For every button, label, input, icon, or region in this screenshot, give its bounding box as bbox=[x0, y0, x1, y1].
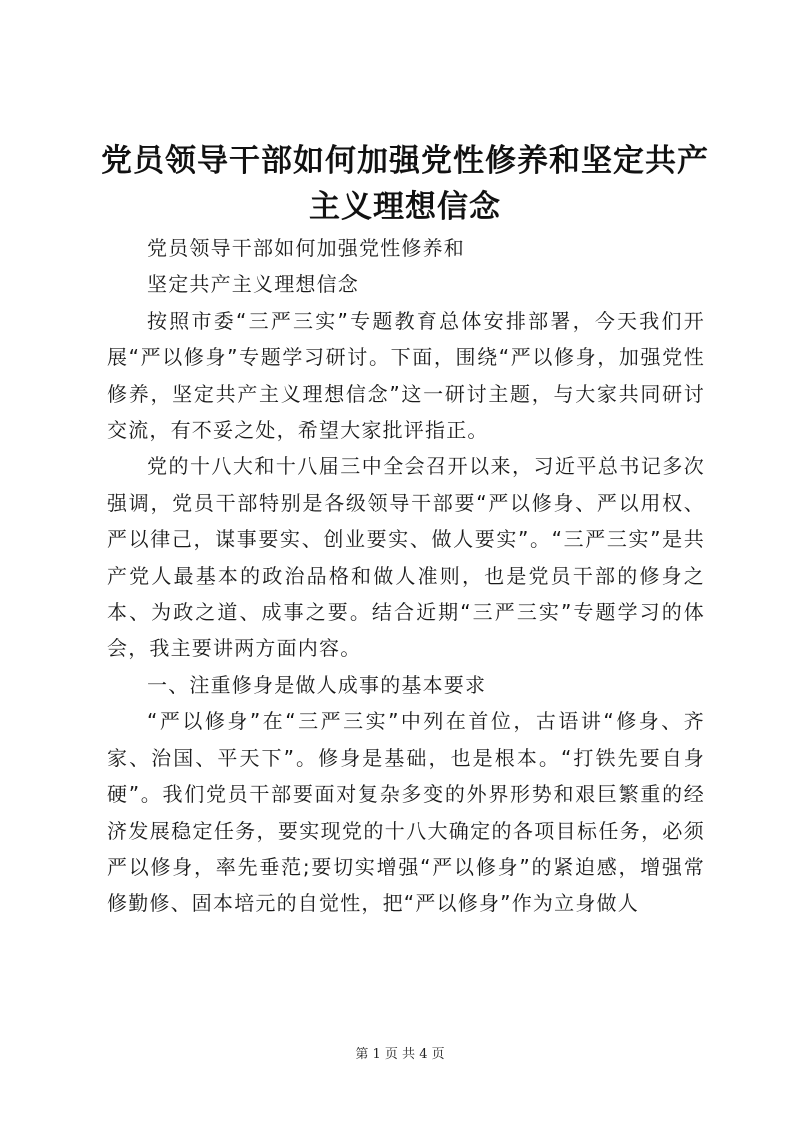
subtitle-line-1: 党员领导干部如何加强党性修养和 bbox=[147, 236, 465, 260]
page-footer: 第 1 页 共 4 页 bbox=[355, 1047, 445, 1062]
document-body bbox=[107, 230, 705, 922]
body-paragraph: “严以修身”在“三严三实”中列在首位，古语讲“修身、齐家、治国、平天下”。修身是基础，也是根本。“打铁先要自身硬”。我们党员干部要面对复杂多变的外界形势和艰巨繁重的经济发展稳定任务，要实现党的十八大确定的各项目标任务，必须严以修身，率先垂范;要切实增强“严以修身”的紧迫感，增强常修勤修、固本培元的自觉性，把“严以修身”作为立身做人 bbox=[107, 709, 705, 916]
section-heading: 一、注重修身是做人成事的基本要求 bbox=[147, 672, 487, 697]
document-title: 党员领导干部如何加强党性修养和坚定共产主义理想信念 bbox=[101, 143, 709, 225]
subtitle-line-2: 坚定共产主义理想信念 bbox=[147, 272, 359, 297]
body-paragraph: 按照市委“三严三实”专题教育总体安排部署，今天我们开展“严以修身”专题学习研讨。下面，围绕“严以修身，加强党性修养，坚定共产主义理想信念”这一研讨主题，与大家共同研讨交流，有不妥之处，希望大家批评指正。 bbox=[107, 308, 705, 443]
body-paragraph: 党的十八大和十八届三中全会召开以来，习近平总书记多次强调，党员干部特别是各级领导干部要“严以修身、严以用权、严以律己，谋事要实、创业要实、做人要实”。“三严三实”是共产党人最基本的政治品格和做人准则，也是党员干部的修身之本、为政之道、成事之要。结合近期“三严三实”专题学习的体会，我主要讲两方面内容。 bbox=[107, 454, 705, 661]
